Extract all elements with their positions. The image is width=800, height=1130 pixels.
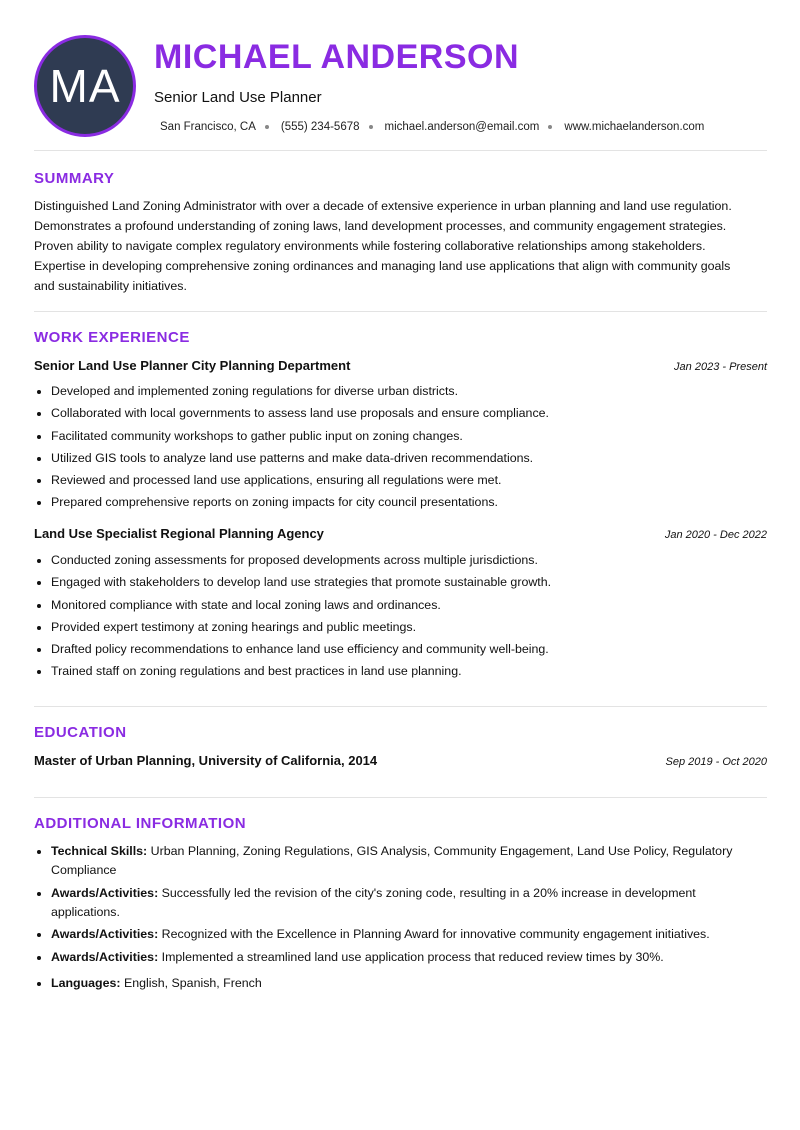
- list-item: • Facilitated community workshops to gather public input on zoning changes.: [51, 425, 767, 447]
- avatar-initials: MA: [49, 60, 121, 112]
- list-item: • Engaged with stakeholders to develop land use strategies that promote sustainable growth.: [51, 571, 767, 593]
- education-heading: EDUCATION: [34, 724, 127, 741]
- additional-heading: ADDITIONAL INFORMATION: [34, 815, 247, 832]
- list-item: [51, 884, 767, 922]
- summary-text: Distinguished Land Zoning Administrator with over a decade of extensive experience in urban planning and land use regulation. Demonstrates a profound understanding of zoning laws, land development processes, and community engagement strategies. Proven ability to navigate complex regulatory environments while fostering collaborative relationships among stakeholders. Expertise in developing comprehensive zoning ordinances and managing land use applications that align with community goals and sustainability initiatives.: [34, 199, 732, 293]
- contact-phone: (555) 234-5678: [280, 121, 360, 133]
- item-label: Technical Skills:: [51, 844, 148, 858]
- job-bullets: [34, 549, 767, 683]
- item-text: English, Spanish, French: [124, 975, 262, 990]
- job-role: Senior Land Use Planner City Planning Department: [34, 358, 351, 373]
- job-dates: Jan 2023 - Present: [674, 361, 767, 373]
- education-degree: Master of Urban Planning, University of California, 2014: [34, 753, 378, 768]
- separator-dot: [548, 125, 552, 129]
- item-text: Urban Planning, Zoning Regulations, GIS Analysis, Community Engagement, Land Use Policy, Regulatory Compliance: [51, 844, 733, 877]
- job-role: Land Use Specialist Regional Planning Agency: [34, 526, 324, 541]
- additional-list: [34, 842, 767, 996]
- contact-website[interactable]: www.michaelanderson.com: [564, 121, 705, 133]
- item-text: Implemented a streamlined land use application process that reduced review times by 30%.: [161, 949, 664, 964]
- list-item: • Developed and implemented zoning regulations for diverse urban districts.: [51, 380, 767, 402]
- list-item: • Prepared comprehensive reports on zoning impacts for city council presentations.: [51, 491, 767, 513]
- list-item: [51, 948, 767, 967]
- divider: [34, 706, 767, 707]
- list-item: • Conducted zoning assessments for proposed developments across multiple jurisdictions.: [51, 549, 767, 571]
- list-item: • Provided expert testimony at zoning hearings and public meetings.: [51, 616, 767, 638]
- item-text: Recognized with the Excellence in Planning Award for innovative community engagement initiatives.: [161, 927, 710, 941]
- education-dates: Sep 2019 - Oct 2020: [665, 756, 767, 768]
- list-item: • Collaborated with local governments to assess land use proposals and ensure compliance.: [51, 402, 767, 424]
- list-item: [51, 974, 767, 993]
- summary-heading: SUMMARY: [34, 170, 115, 187]
- job-dates: Jan 2020 - Dec 2022: [664, 529, 767, 541]
- candidate-title: Senior Land Use Planner: [154, 89, 322, 106]
- experience-heading: WORK EXPERIENCE: [34, 329, 190, 346]
- list-item: • Trained staff on zoning regulations and best practices in land use planning.: [51, 660, 767, 682]
- item-text: Successfully led the revision of the city's zoning code, resulting in a 20% increase in development applications.: [51, 885, 696, 919]
- job-bullets: [34, 380, 767, 514]
- contact-email[interactable]: michael.anderson@email.com: [384, 121, 540, 133]
- item-label: Awards/Activities:: [51, 885, 159, 900]
- item-label: Languages:: [51, 975, 121, 990]
- item-label: Awards/Activities:: [51, 927, 159, 941]
- divider: [34, 797, 767, 798]
- list-item: [51, 925, 767, 944]
- contact-location: San Francisco, CA: [160, 121, 256, 133]
- divider: [34, 311, 767, 312]
- job-header: [34, 358, 767, 373]
- separator-dot: [265, 125, 269, 129]
- list-item: • Reviewed and processed land use applications, ensuring all regulations were met.: [51, 469, 767, 491]
- list-item: • Monitored compliance with state and local zoning laws and ordinances.: [51, 594, 767, 616]
- job-header: [34, 526, 767, 541]
- list-item: • Utilized GIS tools to analyze land use patterns and make data-driven recommendations.: [51, 447, 767, 469]
- item-label: Awards/Activities:: [51, 949, 159, 964]
- list-item: • Drafted policy recommendations to enhance land use efficiency and community well-being.: [51, 638, 767, 660]
- list-item: [51, 842, 767, 880]
- separator-dot: [369, 125, 373, 129]
- contact-line: [160, 121, 704, 133]
- avatar: [34, 35, 136, 137]
- candidate-name: MICHAEL ANDERSON: [154, 38, 520, 76]
- divider: [34, 150, 767, 151]
- education-row: [34, 753, 767, 768]
